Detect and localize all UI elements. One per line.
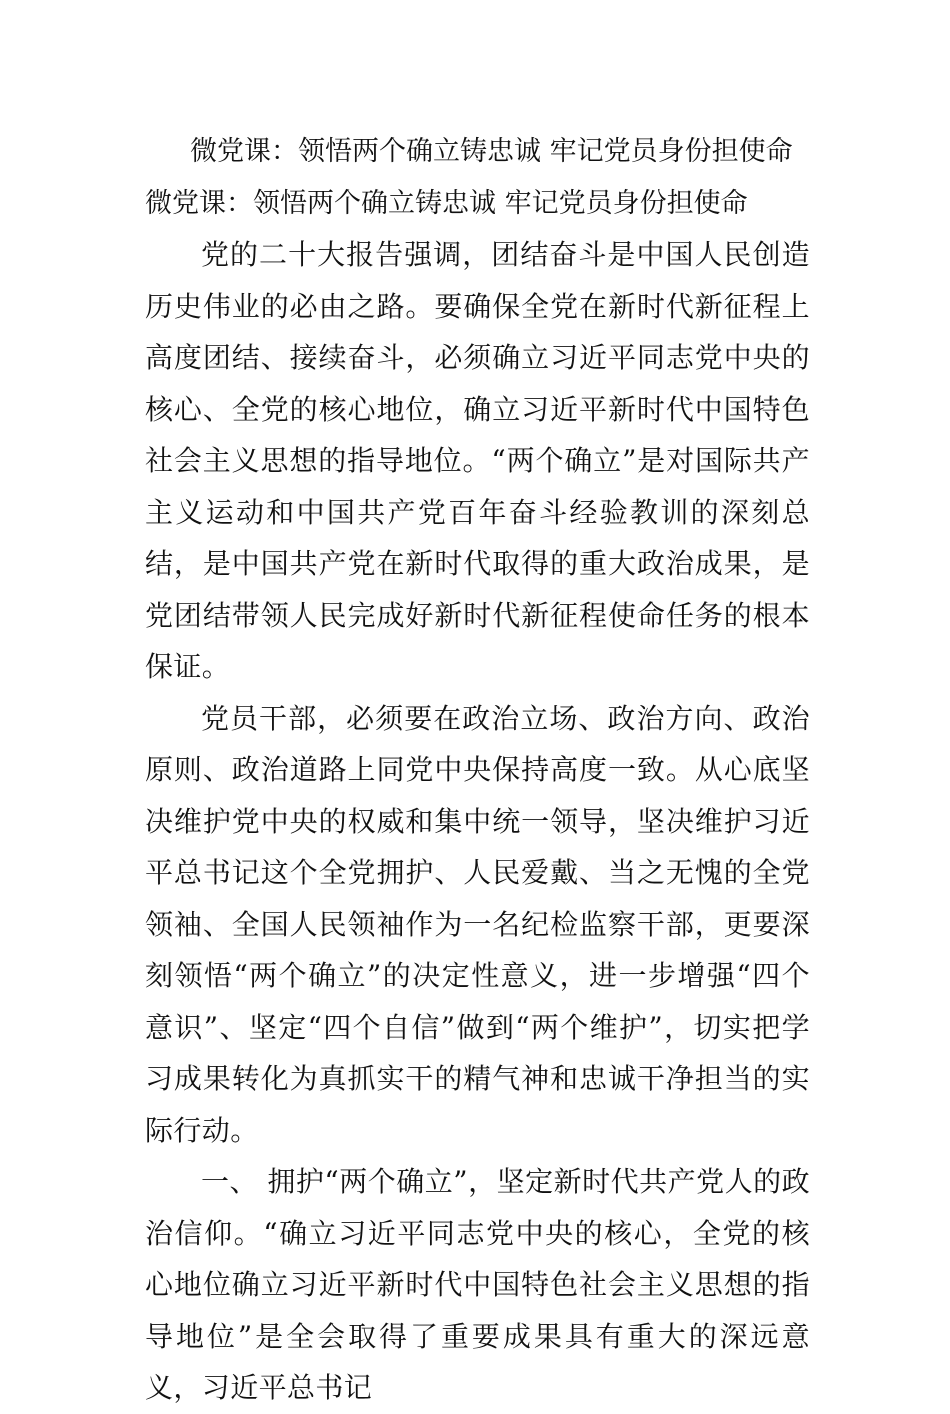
paragraph-3: 一、 拥护“两个确立”，坚定新时代共产党人的政治信仰。“确立习近平同志党中央的核心，全党的核心地位确立习近平新时代中国特色社会主义思想的指导地位”是全会取得了重要成果具有重大的深远意义，习近平总书记 [145, 1165, 810, 1404]
document-body [145, 126, 810, 1414]
document-title: 微党课：领悟两个确立铸忠诚 牢记党员身份担使命 [190, 136, 793, 167]
paragraph-1: 党的二十大报告强调，团结奋斗是中国人民创造历史伟业的必由之路。要确保全党在新时代新征程上高度团结、接续奋斗，必须确立习近平同志党中央的核心、全党的核心地位，确立习近平新时代中国特色社会主义思想的指导地位。“两个确立”是对国际共产主义运动和中国共产党百年奋斗经验教训的深刻总结，是中国共产党在新时代取得的重大政治成果，是党团结带领人民完成好新时代新征程使命任务的根本保证。 [145, 238, 810, 683]
document-title-repeat: 微党课：领悟两个确立铸忠诚 牢记党员身份担使命 [145, 187, 748, 219]
paragraph-2: 党员干部，必须要在政治立场、政治方向、政治原则、政治道路上同党中央保持高度一致。从心底坚决维护党中央的权威和集中统一领导，坚决维护习近平总书记这个全党拥护、人民爱戴、当之无愧的全党领袖、全国人民领袖作为一名纪检监察干部，更要深刻领悟“两个确立”的决定性意义，进一步增强“四个意识”、坚定“四个自信”做到“两个维护”，切实把学习成果转化为真抓实干的精气神和忠诚干净担当的实际行动。 [145, 701, 810, 1147]
